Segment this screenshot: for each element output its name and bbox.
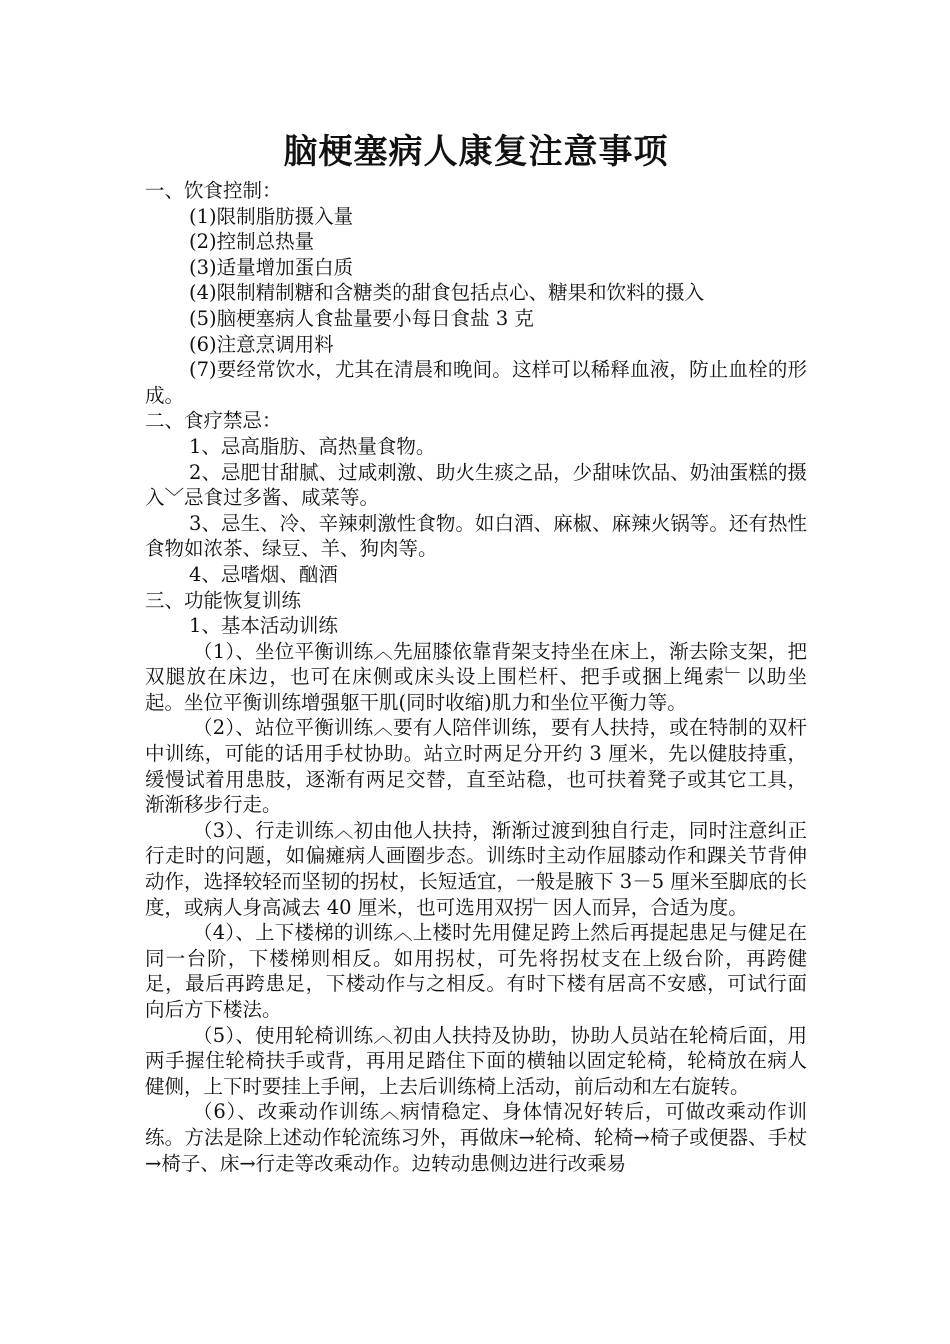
diet-item-4: (4)限制精制糖和含糖类的甜食包括点心、糖果和饮料的摄入 [189, 281, 705, 305]
diet-item-3: (3)适量增加蛋白质 [189, 255, 354, 279]
training-paragraph-6: （6）、改乘动作训练︿病情稳定、身体情况好转后，可做改乘动作训练。方法是除上述动作轮流练习外，再做床→轮椅、轮椅→椅子或便器、手杖→椅子、床→行走等改乘动作。边转动患侧边进行改乘易 [145, 1100, 807, 1175]
diet-item-2: (2)控制总热量 [189, 230, 315, 254]
training-paragraph-2: （2）、站位平衡训练︿要有人陪伴训练，要有人扶持，或在特制的双杆中训练，可能的话用手杖协助。站立时两足分开约 3 厘米，先以健肢持重，缓慢试着用患肢，逐渐有两足交替，直至站稳，也可扶着凳子或其它工具，渐渐移步行走。 [145, 716, 807, 817]
section-heading-taboo: 二、食疗禁忌： [145, 409, 282, 433]
training-paragraph-1: （1）、坐位平衡训练︿先屈膝依靠背架支持坐在床上，渐去除支架，把双腿放在床边，也可在床侧或床头设上围栏杆、把手或捆上绳索﹂以助坐起。坐位平衡训练增强躯干肌(同时收缩)肌力和坐位平衡力等。 [145, 639, 807, 714]
taboo-item-2: 2、忌肥甘甜腻、过咸刺激、助火生痰之品，少甜味饮品、奶油蛋糕的摄入﹀忌食过多酱、咸菜等。 [145, 460, 807, 510]
document-page [145, 126, 807, 1176]
diet-item-5: (5)脑梗塞病人食盐量要小每日食盐 3 克 [189, 306, 534, 330]
training-paragraph-5: （5）、使用轮椅训练︿初由人扶持及协助，协助人员站在轮椅后面，用两手握住轮椅扶手或背，再用足踏住下面的横轴以固定轮椅，轮椅放在病人健侧，上下时要挂上手闸，上去后训练椅上活动，前后动和左右旋转。 [145, 1023, 807, 1098]
diet-item-1: (1)限制脂肪摄入量 [189, 204, 354, 228]
section-heading-training: 三、功能恢复训练 [145, 588, 302, 612]
section-heading-diet: 一、饮食控制： [145, 179, 282, 202]
page-title: 脑梗塞病人康复注意事项 [283, 132, 669, 172]
diet-item-7: (7)要经常饮水，尤其在清晨和晚间。这样可以稀释血液，防止血栓的形成。 [145, 358, 807, 407]
taboo-item-3: 3、忌生、冷、辛辣刺激性食物。如白酒、麻椒、麻辣火锅等。还有热性食物如浓茶、绿豆、羊、狗肉等。 [145, 511, 807, 561]
taboo-item-4: 4、忌嗜烟、酗酒 [189, 562, 338, 586]
diet-item-6: (6)注意烹调用料 [189, 332, 334, 356]
taboo-item-1: 1、忌高脂肪、高热量食物。 [189, 434, 436, 458]
training-paragraph-4: （4）、上下楼梯的训练︿上楼时先用健足跨上然后再提起患足与健足在同一台阶，下楼梯则相反。如用拐杖，可先将拐杖支在上级台阶，再跨健足，最后再跨患足，下楼动作与之相反。有时下楼有居高不安感，可试行面向后方下楼法。 [145, 921, 807, 1021]
training-subheading: 1、基本活动训练 [189, 614, 338, 638]
training-paragraph-3: （3）、行走训练︿初由他人扶持，渐渐过渡到独自行走，同时注意纠正行走时的问题，如偏瘫病人画圈步态。训练时主动作屈膝动作和踝关节背伸动作，选择较轻而坚韧的拐杖，长短适宜，一般是腋下 3－5 厘米至脚底的长度，或病人身高减去 40 厘米，也可选用双拐﹂因人而异，合适为度。 [145, 818, 807, 919]
